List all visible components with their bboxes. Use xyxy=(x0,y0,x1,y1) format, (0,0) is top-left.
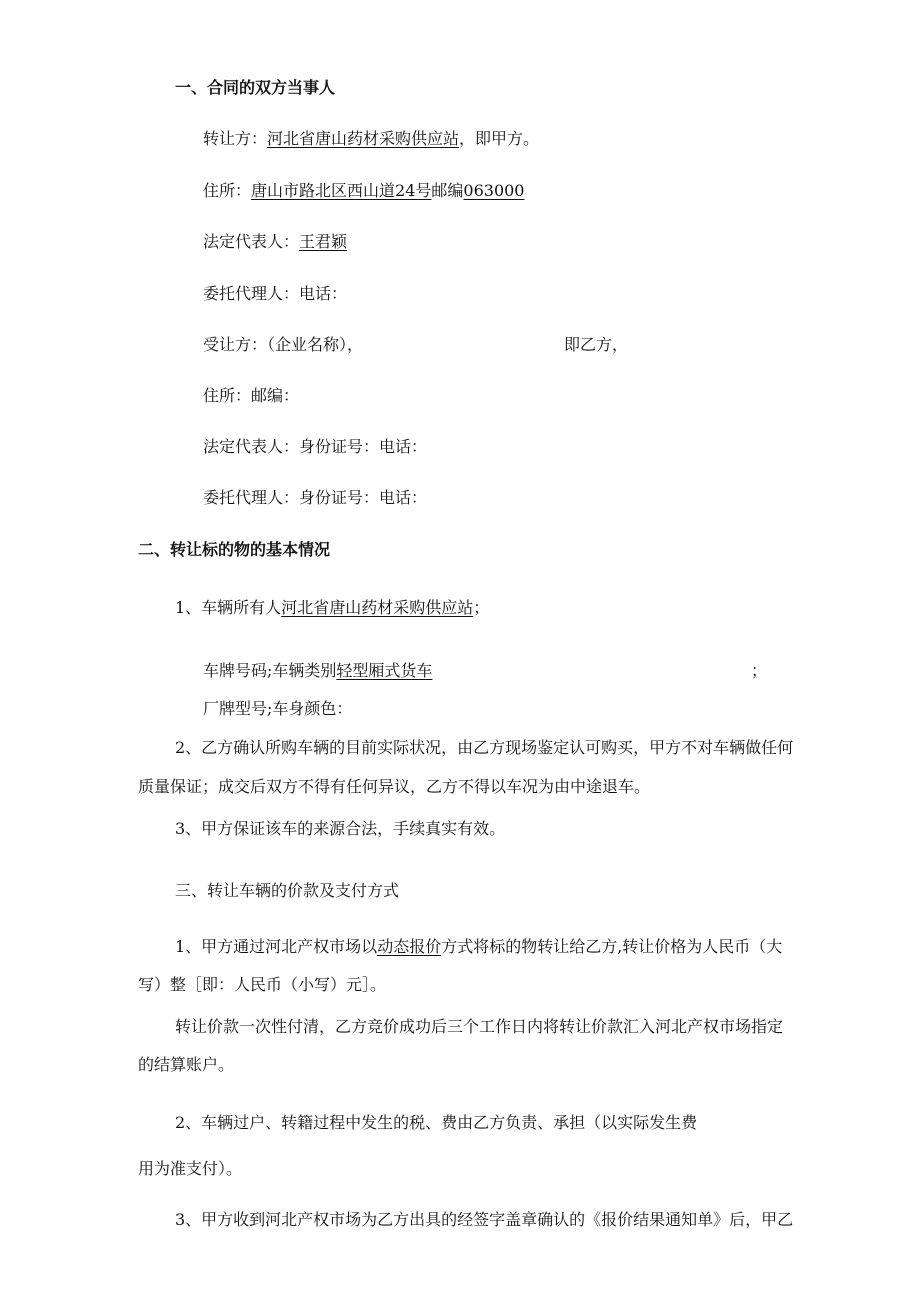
tax-line-1: 2、车辆过户、转籍过程中发生的税、费由乙方负责、承担（以实际发生费 xyxy=(175,1113,698,1132)
price-method: 动态报价 xyxy=(377,937,442,956)
legal-rep-value: 王君颖 xyxy=(299,232,348,251)
model-line: 厂牌型号;车身颜色： xyxy=(203,699,353,718)
address-value: 唐山市路北区西山道24号 xyxy=(251,181,432,200)
owner-prefix: 1、车辆所有人 xyxy=(175,598,282,617)
plate-prefix: 车牌号码;车辆类别 xyxy=(203,661,337,680)
legal-rep-line xyxy=(203,231,347,253)
condition-line-2: 质量保证；成交后双方不得有任何异议，乙方不得以车况为由中途退车。 xyxy=(138,777,651,796)
price-suffix: 方式将标的物转让给乙方,转让价格为人民币（大 xyxy=(441,937,783,956)
transferee-legal-line: 法定代表人：身份证号：电话： xyxy=(203,437,428,456)
payment-line-2: 的结算账户。 xyxy=(138,1055,235,1074)
price-prefix: 1、甲方通过河北产权市场以 xyxy=(175,937,378,956)
section-2-heading: 二、转让标的物的基本情况 xyxy=(138,540,331,559)
plate-suffix: ； xyxy=(751,661,768,680)
transferor-address-line xyxy=(203,180,524,202)
owner-value: 河北省唐山药材采购供应站 xyxy=(281,598,474,617)
legal-rep-label: 法定代表人： xyxy=(203,232,300,251)
source-line: 3、甲方保证该车的来源合法，手续真实有效。 xyxy=(175,819,506,838)
condition-line-1: 2、乙方确认所购车辆的目前实际状况，由乙方现场鉴定认可购买，甲方不对车辆做任何 xyxy=(175,738,794,757)
transferee-address-line: 住所：邮编： xyxy=(203,386,300,405)
transferee-agent-line: 委托代理人：身份证号：电话： xyxy=(203,488,428,507)
notice-line: 3、甲方收到河北产权市场为乙方出具的经签字盖章确认的《报价结果通知单》后，甲乙 xyxy=(175,1210,794,1229)
plate-line xyxy=(203,660,432,682)
postcode-value: 063000 xyxy=(463,181,525,200)
transferee-line xyxy=(203,334,628,356)
section-1-heading: 一、合同的双方当事人 xyxy=(175,78,336,97)
transferor-name: 河北省唐山药材采购供应站 xyxy=(267,129,460,148)
tax-line-2: 用为准支付）。 xyxy=(138,1159,243,1178)
payment-line-1: 转让价款一次性付清，乙方竞价成功后三个工作日内将转让价款汇入河北产权市场指定 xyxy=(175,1017,784,1036)
transferee-suffix: 即乙方， xyxy=(564,335,629,354)
transferor-line xyxy=(203,128,539,150)
owner-line xyxy=(175,597,489,619)
transferor-suffix: ，即甲方。 xyxy=(459,129,540,148)
price-line-2: 写）整［即：人民币（小写）元］。 xyxy=(138,975,387,994)
agent-line: 委托代理人：电话： xyxy=(203,284,348,303)
transferor-label: 转让方： xyxy=(203,129,268,148)
postcode-label: 邮编 xyxy=(431,181,464,200)
vehicle-type-value: 轻型厢式货车 xyxy=(336,661,433,680)
address-label: 住所： xyxy=(203,181,252,200)
transferee-label: 受让方：（企业名称）， xyxy=(203,335,364,354)
owner-suffix: ； xyxy=(473,598,490,617)
price-line-1 xyxy=(175,936,782,958)
section-3-heading: 三、转让车辆的价款及支付方式 xyxy=(175,881,400,900)
